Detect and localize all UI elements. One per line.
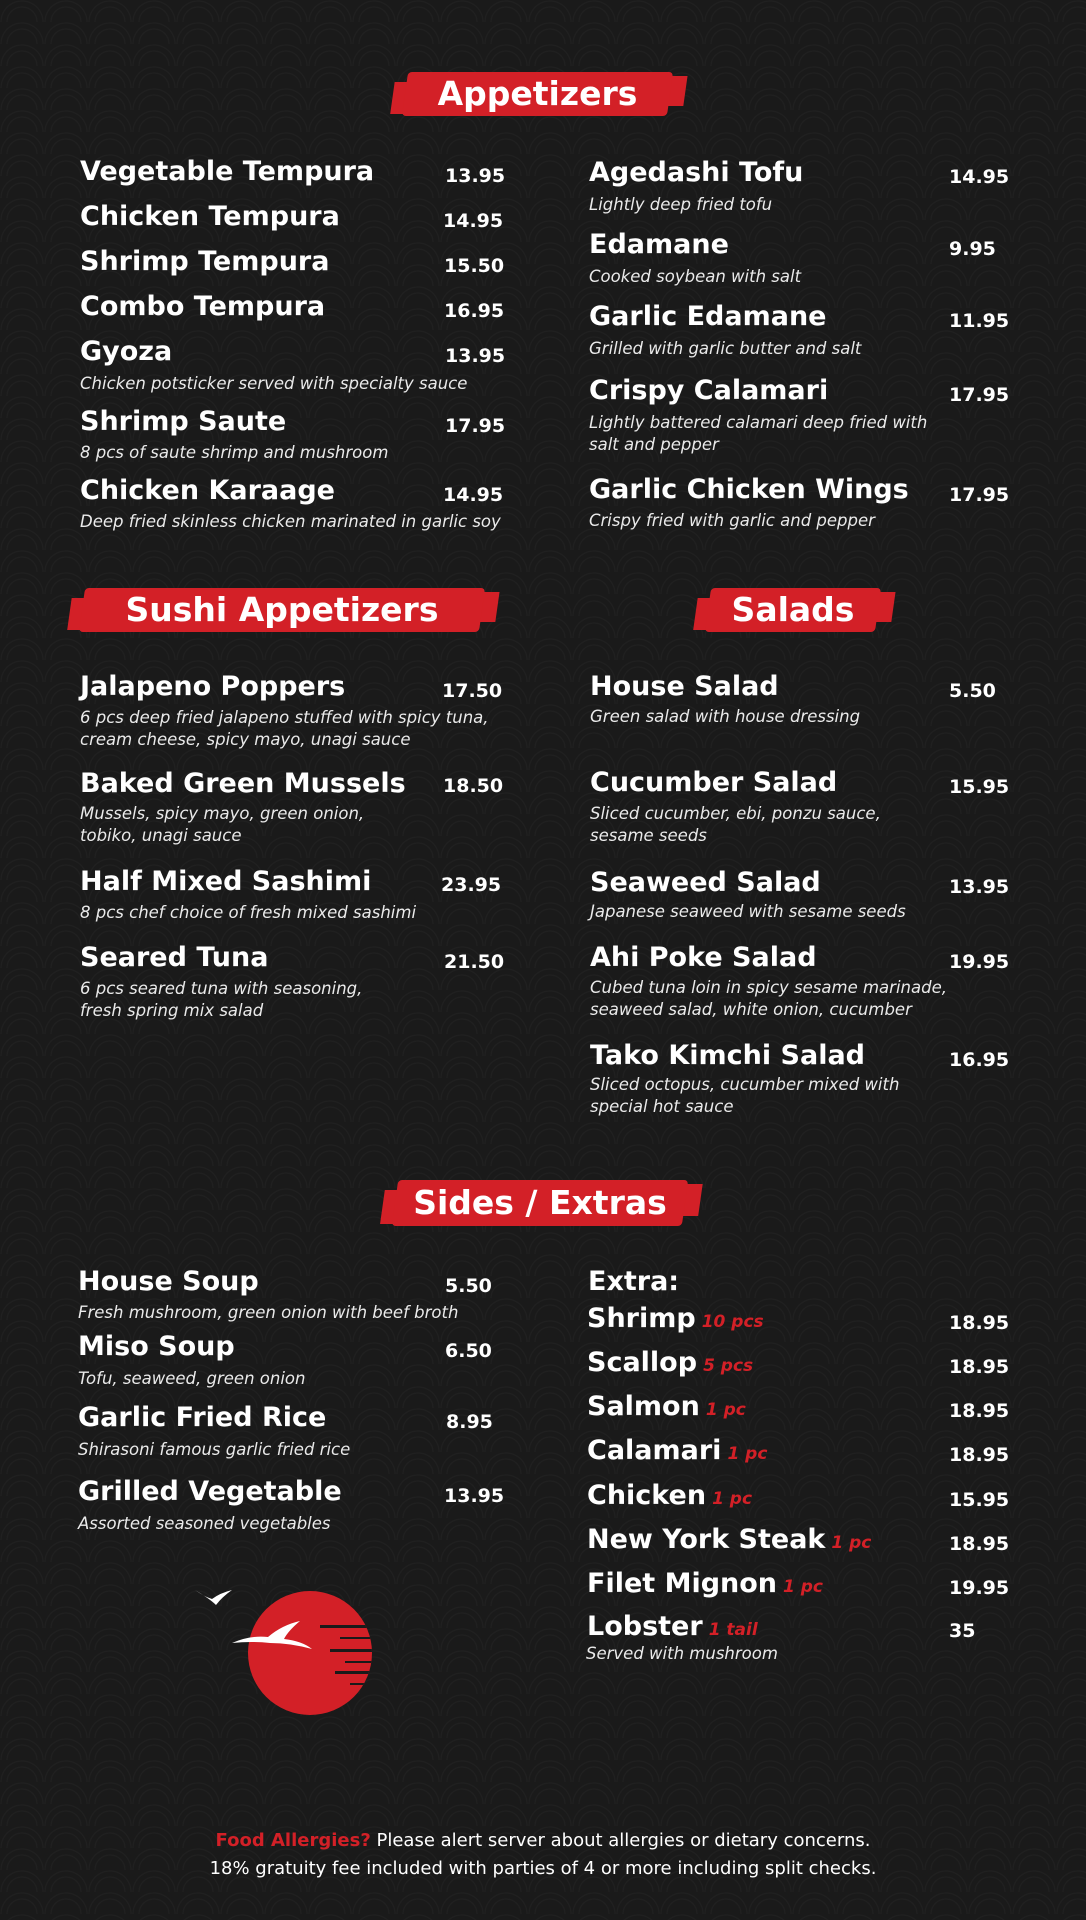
menu-item-price: 8.95 bbox=[446, 1411, 493, 1433]
allergy-notice bbox=[0, 1830, 1086, 1851]
allergy-label: Food Allergies? bbox=[215, 1830, 371, 1851]
extra-item-qty: 1 tail bbox=[708, 1620, 758, 1640]
menu-item-name: Miso Soup bbox=[78, 1331, 235, 1362]
red-sun-icon bbox=[240, 1585, 410, 1715]
extra-item-name: Chicken bbox=[587, 1480, 707, 1511]
menu-item-price: 13.95 bbox=[949, 876, 1010, 898]
menu-item-description: 6 pcs seared tuna with seasoning, fresh spring mix salad bbox=[80, 979, 363, 1020]
menu-item-description: Green salad with house dressing bbox=[590, 707, 861, 726]
menu-item-description: Crispy fried with garlic and pepper bbox=[589, 511, 875, 530]
menu-item-name: Shrimp Saute bbox=[80, 406, 287, 437]
menu-item-name: Combo Tempura bbox=[80, 291, 326, 322]
menu-item-price: 13.95 bbox=[444, 1485, 505, 1507]
menu-item-name: Seared Tuna bbox=[80, 942, 269, 973]
menu-item-price: 14.95 bbox=[443, 484, 504, 506]
menu-item-name: Garlic Chicken Wings bbox=[589, 474, 909, 505]
extra-item bbox=[587, 1347, 753, 1378]
menu-item-price: 23.95 bbox=[441, 874, 502, 896]
menu-item-price: 35 bbox=[949, 1620, 976, 1642]
menu-item-name: Jalapeno Poppers bbox=[80, 671, 346, 702]
menu-item-name: Edamane bbox=[589, 229, 729, 260]
menu-item-price: 6.50 bbox=[445, 1340, 492, 1362]
menu-item-price: 18.95 bbox=[949, 1444, 1010, 1466]
extra-item bbox=[587, 1303, 764, 1334]
menu-item-price: 14.95 bbox=[443, 210, 504, 232]
menu-item-price: 19.95 bbox=[949, 1577, 1010, 1599]
menu-item-name: Vegetable Tempura bbox=[80, 156, 375, 187]
menu-item-name: Half Mixed Sashimi bbox=[80, 866, 372, 897]
menu-item-description: Cooked soybean with salt bbox=[589, 267, 802, 286]
extra-item-qty: 1 pc bbox=[727, 1444, 768, 1464]
extra-item bbox=[587, 1524, 871, 1555]
extra-item-qty: 1 pc bbox=[783, 1577, 824, 1597]
gratuity-notice: 18% gratuity fee included with parties of 4 or more including split checks. bbox=[209, 1858, 877, 1879]
extra-item bbox=[587, 1480, 752, 1511]
menu-item-price: 17.95 bbox=[949, 484, 1010, 506]
extra-item-qty: 10 pcs bbox=[701, 1312, 764, 1332]
extra-item-qty: 1 pc bbox=[831, 1533, 872, 1553]
menu-item-name: Chicken Karaage bbox=[80, 475, 335, 506]
menu-item-description: Lightly battered calamari deep fried with salt and pepper bbox=[589, 413, 928, 454]
menu-item-name: Seaweed Salad bbox=[590, 867, 821, 898]
appetizers-heading: Appetizers bbox=[437, 74, 638, 113]
menu-item-description: 8 pcs of saute shrimp and mushroom bbox=[80, 443, 389, 462]
menu-item-description: Sliced octopus, cucumber mixed with special hot sauce bbox=[590, 1075, 900, 1116]
menu-item-description: Cubed tuna loin in spicy sesame marinade, seaweed salad, white onion, cucumber bbox=[590, 978, 947, 1019]
salads-heading: Salads bbox=[731, 590, 855, 629]
sushi-appetizers-heading: Sushi Appetizers bbox=[125, 590, 439, 629]
extra-item bbox=[587, 1611, 758, 1642]
menu-item-description: Grilled with garlic butter and salt bbox=[589, 339, 862, 358]
menu-item-price: 17.50 bbox=[442, 680, 503, 702]
menu-item-name: House Soup bbox=[78, 1266, 259, 1297]
menu-item-price: 18.95 bbox=[949, 1312, 1010, 1334]
menu-item-name: Agedashi Tofu bbox=[589, 157, 804, 188]
extra-item-qty: 5 pcs bbox=[703, 1356, 754, 1376]
menu-item-name: Gyoza bbox=[80, 336, 173, 367]
allergy-text: Please alert server about allergies or dietary concerns. bbox=[370, 1830, 871, 1851]
extras-label: Extra: bbox=[588, 1266, 680, 1297]
extra-item-qty: 1 pc bbox=[712, 1489, 753, 1509]
menu-item-price: 19.95 bbox=[949, 951, 1010, 973]
menu-item-price: 14.95 bbox=[949, 166, 1010, 188]
menu-item-description: 6 pcs deep fried jalapeno stuffed with spicy tuna, cream cheese, spicy mayo, unagi sauce bbox=[80, 708, 489, 749]
extra-item-name: Salmon bbox=[587, 1391, 700, 1422]
extra-item bbox=[587, 1568, 823, 1599]
menu-item-price: 18.95 bbox=[949, 1356, 1010, 1378]
extra-item-name: Scallop bbox=[587, 1347, 698, 1378]
menu-item-price: 18.95 bbox=[949, 1533, 1010, 1555]
menu-item-name: Tako Kimchi Salad bbox=[590, 1040, 865, 1071]
extra-item-name: Shrimp bbox=[587, 1303, 696, 1334]
menu-item-name: Shrimp Tempura bbox=[80, 246, 330, 277]
menu-item-price: 15.95 bbox=[949, 1489, 1010, 1511]
menu-item-name: Garlic Edamane bbox=[589, 301, 827, 332]
extra-item bbox=[587, 1391, 746, 1422]
menu-item-price: 9.95 bbox=[949, 238, 996, 260]
menu-item-name: Baked Green Mussels bbox=[80, 768, 406, 799]
menu-item-price: 18.50 bbox=[443, 775, 504, 797]
menu-item-description: Sliced cucumber, ebi, ponzu sauce, sesame seeds bbox=[590, 804, 881, 845]
menu-item-description: Deep fried skinless chicken marinated in garlic soy bbox=[80, 512, 501, 531]
menu-item-price: 11.95 bbox=[949, 310, 1010, 332]
menu-item-description: Shirasoni famous garlic fried rice bbox=[78, 1440, 351, 1459]
menu-item-description: 8 pcs chef choice of fresh mixed sashimi bbox=[80, 903, 417, 922]
menu-item-description: Lightly deep fried tofu bbox=[589, 195, 773, 214]
sun-birds-illustration bbox=[190, 1585, 410, 1715]
bird-icon bbox=[195, 1590, 232, 1605]
menu-item-name: Cucumber Salad bbox=[590, 767, 838, 798]
menu-item-price: 18.95 bbox=[949, 1400, 1010, 1422]
menu-item-name: Garlic Fried Rice bbox=[78, 1402, 327, 1433]
menu-item-price: 16.95 bbox=[444, 300, 505, 322]
menu-item-price: 5.50 bbox=[445, 1275, 492, 1297]
menu-item-price: 16.95 bbox=[949, 1049, 1010, 1071]
menu-item-name: House Salad bbox=[590, 671, 779, 702]
menu-item-description: Mussels, spicy mayo, green onion, tobiko, unagi sauce bbox=[80, 804, 365, 845]
menu-item-price: 15.95 bbox=[949, 776, 1010, 798]
extra-item-name: Lobster bbox=[587, 1611, 703, 1642]
menu-item-price: 13.95 bbox=[445, 165, 506, 187]
menu-item-description: Assorted seasoned vegetables bbox=[78, 1514, 331, 1533]
extra-item-name: Calamari bbox=[587, 1435, 722, 1466]
menu-item-description: Tofu, seaweed, green onion bbox=[78, 1369, 306, 1388]
menu-item-name: Ahi Poke Salad bbox=[590, 942, 817, 973]
menu-item-name: Grilled Vegetable bbox=[78, 1476, 342, 1507]
menu-item-description: Japanese seaweed with sesame seeds bbox=[590, 902, 906, 921]
extra-item-qty: 1 pc bbox=[705, 1400, 746, 1420]
menu-item-price: 17.95 bbox=[949, 384, 1010, 406]
menu-item-description: Fresh mushroom, green onion with beef broth bbox=[78, 1303, 459, 1322]
menu-item-name: Crispy Calamari bbox=[589, 375, 829, 406]
menu-item-description: Chicken potsticker served with specialty sauce bbox=[80, 374, 468, 393]
sides-heading: Sides / Extras bbox=[413, 1183, 667, 1222]
extra-item-name: New York Steak bbox=[587, 1524, 826, 1555]
menu-item-name: Chicken Tempura bbox=[80, 201, 340, 232]
extras-note: Served with mushroom bbox=[586, 1644, 778, 1663]
extra-item-name: Filet Mignon bbox=[587, 1568, 778, 1599]
extra-item bbox=[587, 1435, 767, 1466]
menu-item-price: 5.50 bbox=[949, 680, 996, 702]
menu-item-price: 13.95 bbox=[445, 345, 506, 367]
menu-item-price: 21.50 bbox=[444, 951, 505, 973]
menu-item-price: 15.50 bbox=[444, 255, 505, 277]
menu-item-price: 17.95 bbox=[445, 415, 506, 437]
